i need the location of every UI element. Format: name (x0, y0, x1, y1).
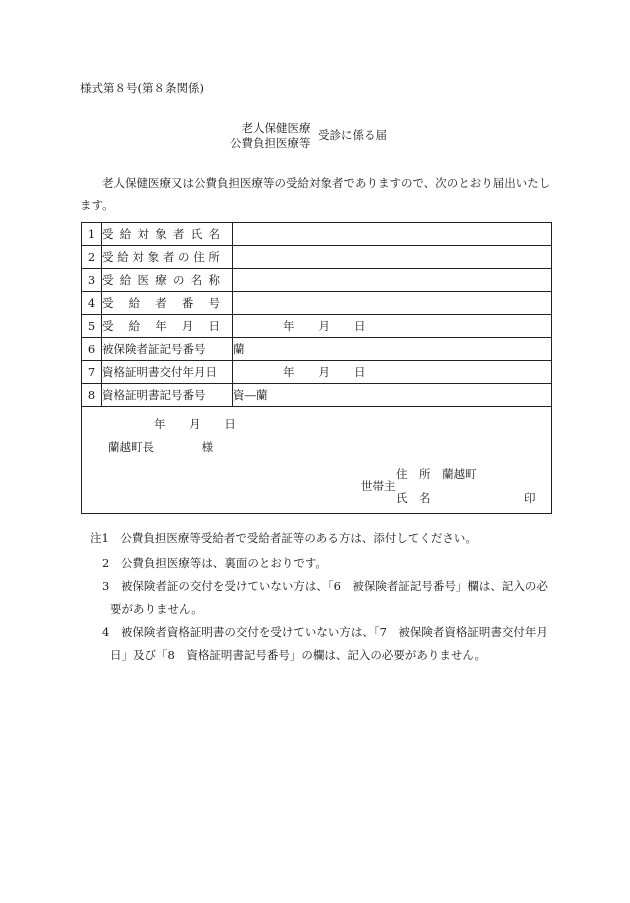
title-block (230, 121, 311, 151)
label-char: 療 (155, 273, 167, 287)
row-label (102, 269, 233, 292)
row-label (102, 292, 233, 315)
label-char: 者 (155, 296, 167, 310)
label-char: 対 (132, 250, 144, 264)
row-label (102, 246, 233, 269)
label-char: の (178, 250, 190, 264)
row-label (102, 315, 233, 338)
date-month-label: 月 (318, 365, 330, 379)
title-line-1: 老人保健医療 (241, 121, 311, 135)
address-line (396, 466, 477, 482)
row-value[interactable] (233, 292, 552, 315)
signature-box (81, 404, 552, 514)
row-value[interactable] (233, 269, 552, 292)
title-line-2: 公費負担医療等 (230, 136, 311, 150)
row-value[interactable] (233, 361, 552, 384)
label-char: 氏 (190, 227, 203, 241)
label-char: の (173, 273, 185, 287)
label-char: 住 (193, 250, 205, 264)
form-code: 様式第８号(第８条関係) (80, 81, 204, 95)
label-char: 象 (155, 227, 167, 241)
table-row (82, 338, 552, 361)
row-number: 6 (82, 338, 102, 361)
row-value[interactable]: 蘭 (233, 338, 552, 361)
application-table (81, 222, 552, 407)
label-char: 受 (102, 273, 114, 287)
table-row (82, 223, 552, 246)
label-char: 号 (208, 296, 220, 310)
row-number: 7 (82, 361, 102, 384)
label-char: 受 (102, 296, 114, 310)
row-label: 資格証明書交付年月日 (102, 361, 233, 384)
label-char: 者 (173, 227, 185, 241)
table-row (82, 269, 552, 292)
label-char: 月 (181, 319, 194, 333)
address-value: 蘭越町 (442, 467, 477, 481)
row-number: 1 (82, 223, 102, 246)
date-field (233, 318, 366, 334)
row-label (102, 223, 233, 246)
row-label: 被保険者証記号番号 (102, 338, 233, 361)
row-number: 4 (82, 292, 102, 315)
label-char: 年 (155, 319, 167, 333)
label-char: 名 (190, 273, 203, 287)
label-char: 受 (102, 319, 114, 333)
label-char: 対 (137, 227, 149, 241)
label-char: 給 (119, 227, 132, 241)
label-char: 給 (128, 319, 141, 333)
label-char: 称 (208, 273, 220, 287)
note-3: 3 被保険者証の交付を受けていない方は、「6 被保険者証記号番号」欄は、記入の必 (102, 579, 548, 593)
row-label: 資格証明書記号番号 (102, 384, 233, 407)
sig-date-day: 日 (224, 417, 236, 431)
table-row (82, 315, 552, 338)
row-number: 2 (82, 246, 102, 269)
row-number: 3 (82, 269, 102, 292)
note-4-cont: 日」及び「8 資格証明書記号番号」の欄は、記入の必要がありません。 (110, 648, 487, 662)
label-char: 所 (208, 250, 220, 264)
date-day-label: 日 (354, 365, 366, 379)
label-char: 象 (147, 250, 160, 264)
seal-mark: 印 (524, 491, 536, 505)
date-year-label: 年 (283, 365, 295, 379)
date-year-label: 年 (283, 319, 295, 333)
addressee (108, 439, 213, 455)
label-char: 給 (128, 296, 141, 310)
sig-date-month: 月 (189, 417, 201, 431)
date-field (233, 364, 366, 380)
table-row (82, 361, 552, 384)
label-char: 名 (208, 227, 220, 241)
date-day-label: 日 (354, 319, 366, 333)
row-value[interactable]: 資―蘭 (233, 384, 552, 407)
label-char: 受 (102, 227, 114, 241)
table-row (82, 246, 552, 269)
label-char: 受 (102, 250, 114, 264)
note-1: 注1 公費負担医療等受給者で受給者証等のある方は、添付してください。 (90, 531, 477, 545)
date-month-label: 月 (318, 319, 330, 333)
addressee-honorific: 様 (201, 440, 214, 454)
label-char: 日 (208, 319, 220, 333)
addressee-name: 蘭越町長 (108, 440, 154, 454)
row-number: 8 (82, 384, 102, 407)
label-char: 医 (137, 273, 149, 287)
title-suffix: 受診に係る届 (318, 128, 387, 142)
sig-date (154, 416, 236, 432)
row-value[interactable] (233, 315, 552, 338)
note-2: 2 公費負担医療等は、裏面のとおりです。 (102, 556, 327, 570)
row-value[interactable] (233, 246, 552, 269)
note-4: 4 被保険者資格証明書の交付を受けていない方は、「7 被保険者資格証明書交付年月 (102, 625, 548, 639)
note-3-cont: 要がありません。 (110, 602, 203, 616)
intro-text: 老人保健医療又は公費負担医療等の受給対象者でありますので、次のとおり届出いたします。 (80, 176, 551, 212)
label-char: 者 (162, 250, 175, 264)
label-char: 給 (117, 250, 129, 264)
label-char: 番 (181, 296, 194, 310)
table-row (82, 292, 552, 315)
householder-label: 世帯主 (361, 479, 396, 493)
sig-date-year: 年 (154, 417, 166, 431)
row-number: 5 (82, 315, 102, 338)
row-value[interactable] (233, 223, 552, 246)
name-label: 氏 名 (396, 491, 431, 505)
label-char: 給 (119, 273, 132, 287)
address-label: 住 所 (396, 467, 431, 481)
